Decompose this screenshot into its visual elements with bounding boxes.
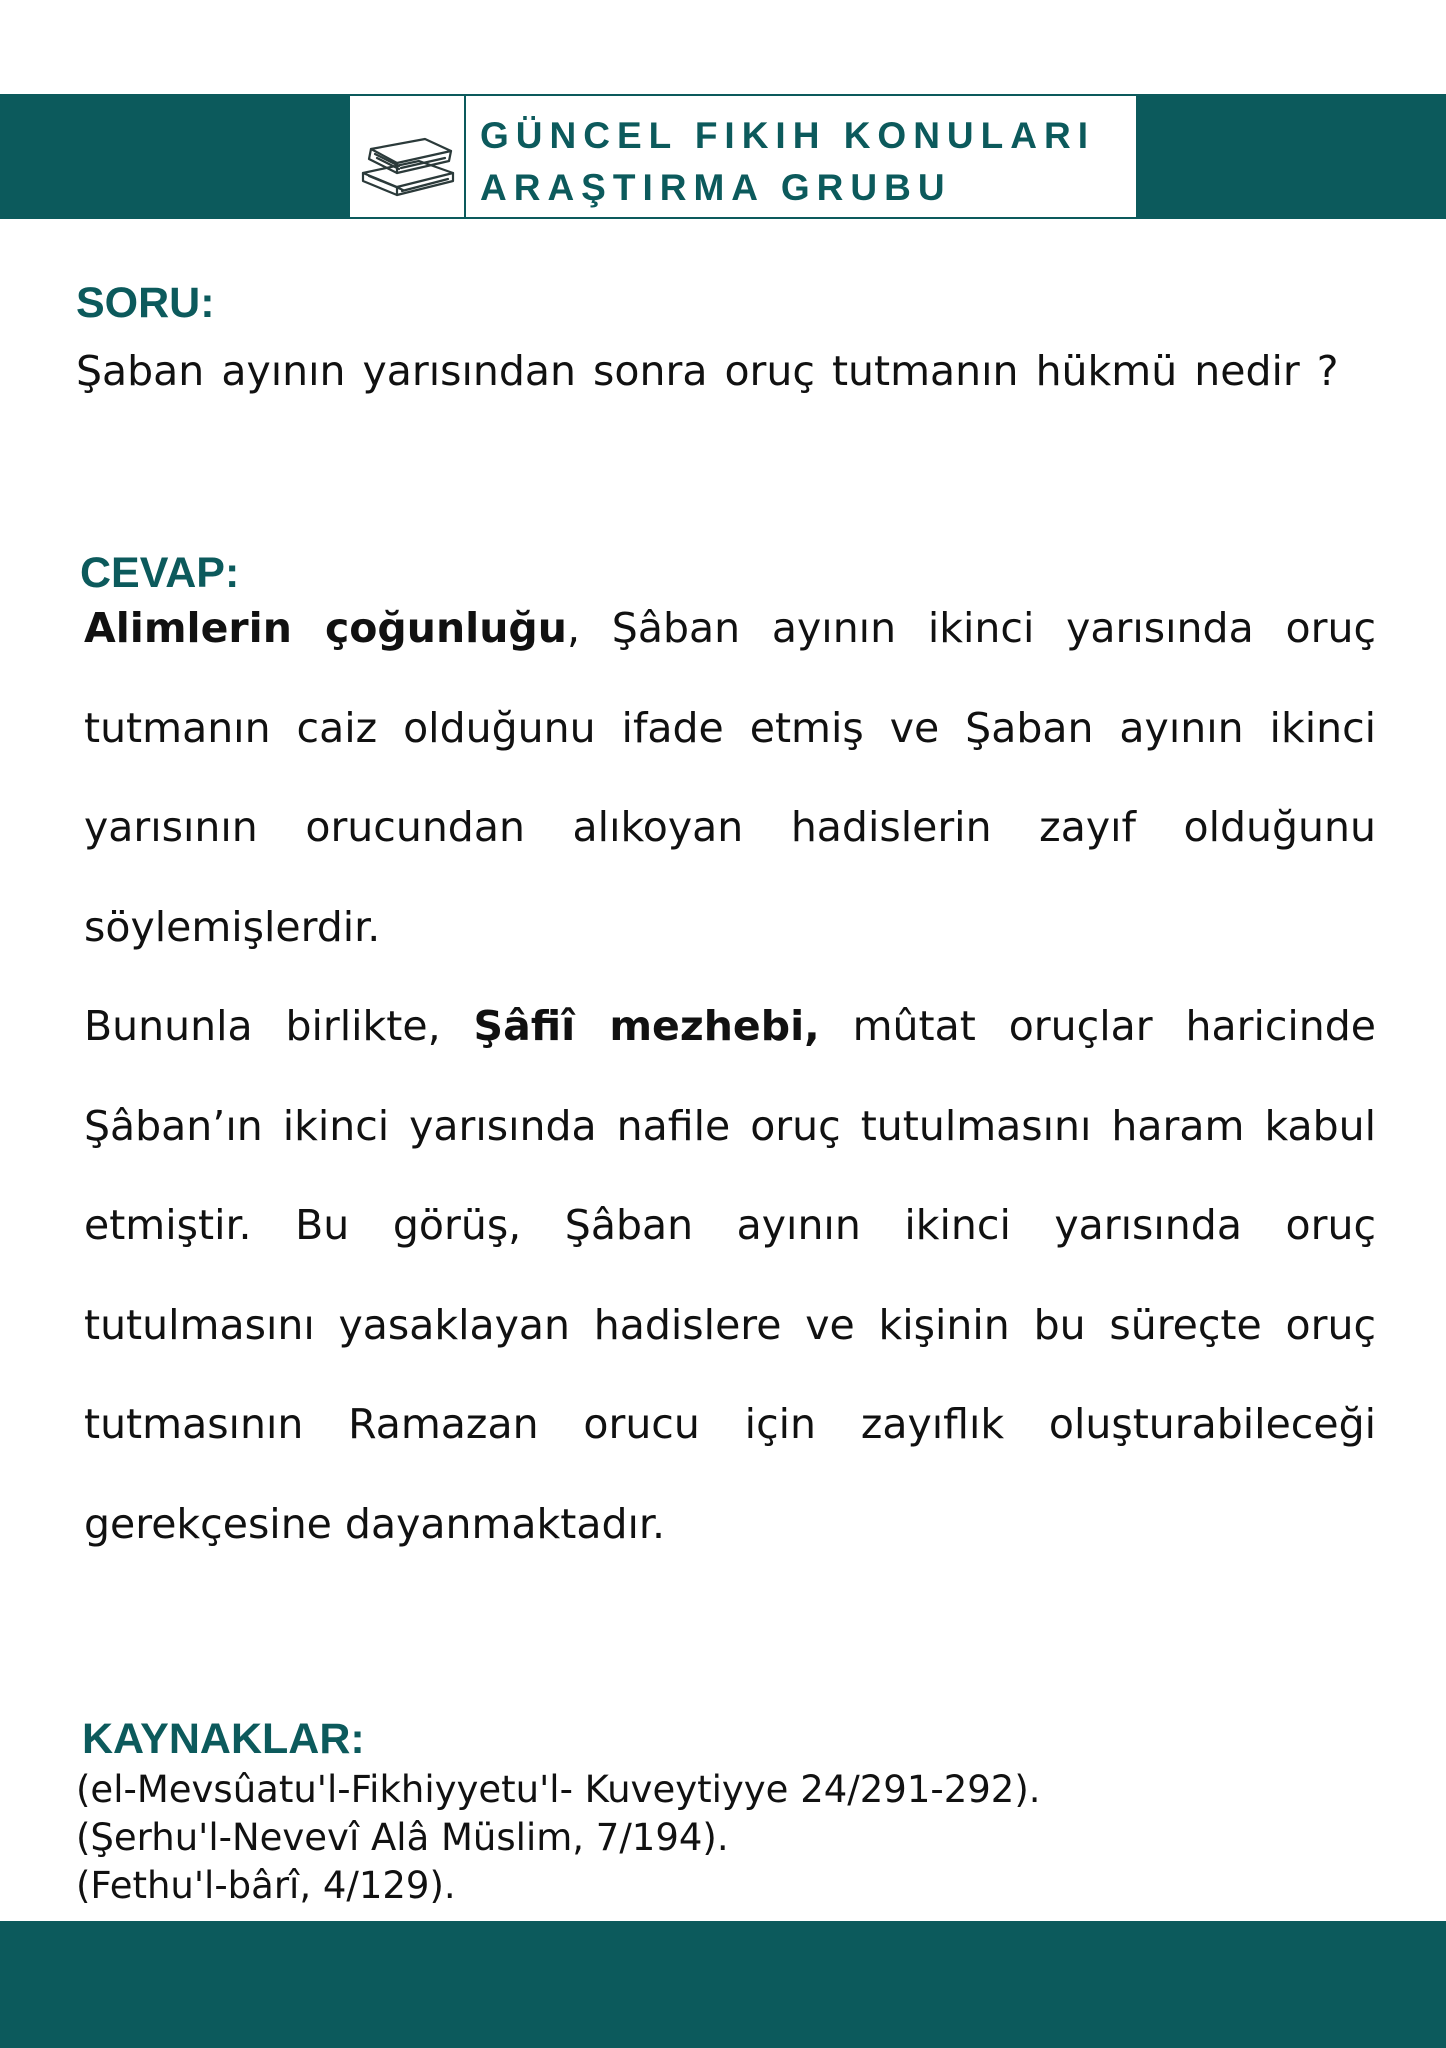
answer-paragraph-2 (84, 977, 1376, 1574)
sources-label: KAYNAKLAR: (82, 1715, 365, 1763)
answer-emphasis-2: Şâfiî mezhebi, (473, 1002, 820, 1050)
source-item: (Fethu'l-bârî, 4/129). (76, 1864, 456, 1907)
answer-emphasis-1: Alimlerin çoğunluğu (84, 604, 567, 652)
logo (350, 96, 466, 217)
answer-text-1: , Şâban ayının ikinci yarısında oruç tutmanın caiz olduğunu ifade etmiş ve Şaban ayının ikinci yarısının orucundan alıkoyan hadislerin zayıf olduğunu söylemişlerdir. (84, 604, 1376, 951)
answer-paragraph-1 (84, 579, 1376, 977)
answer-text-2b: mûtat oruçlar haricinde Şâban’ın ikinci yarısında nafile oruç tutulmasını haram kabul etmiştir. Bu görüş, Şâban ayının ikinci yarısında oruç tutulmasını yasaklayan hadislere ve kişinin bu süreçte oruç tutmasının Ramazan orucu için zayıflık oluşturabileceği gerekçesine dayanmaktadır. (84, 1002, 1377, 1548)
answer-label: CEVAP: (80, 549, 240, 597)
header-title-line-1: GÜNCEL FIKIH KONULARI (480, 115, 1095, 156)
source-item: (Şerhu'l-Nevevî Alâ Müslim, 7/194). (76, 1816, 729, 1859)
header-title-box (348, 94, 1138, 219)
answer-body (84, 579, 1376, 1574)
header-title (480, 110, 1120, 214)
question-text: Şaban ayının yarısından sonra oruç tutmanın hükmü nedir ? (76, 347, 1339, 395)
header-title-line-2: ARAŞTIRMA GRUBU (480, 167, 952, 208)
books-icon (355, 115, 459, 199)
sources-list (76, 1766, 1376, 1910)
source-item: (el-Mevsûatu'l-Fikhiyyetu'l- Kuveytiyye 24/291-292). (76, 1768, 1041, 1811)
footer-band (0, 1921, 1446, 2048)
answer-text-2a: Bununla birlikte, (84, 1002, 474, 1050)
question-label: SORU: (76, 279, 215, 327)
